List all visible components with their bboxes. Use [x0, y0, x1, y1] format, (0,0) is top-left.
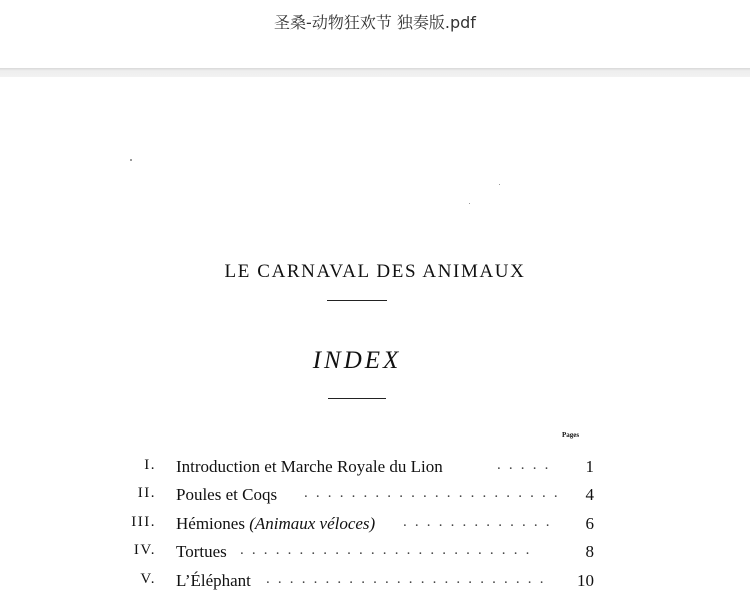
entry-title-text: Poules et Coqs: [176, 485, 278, 504]
index-entry: [0, 485, 750, 509]
entry-title-text: L’Éléphant: [176, 571, 251, 590]
index-entry: [0, 571, 750, 595]
entry-number: I.: [144, 457, 156, 473]
window-title: 圣桑-动物狂欢节 独奏版.pdf: [274, 13, 476, 32]
entry-subtitle: (Animaux véloces): [249, 514, 376, 533]
leader-dots: . . . . . . . . . . . . . . . . . . . . . .: [304, 485, 560, 501]
index-entry: [0, 542, 750, 566]
score-heading: LE CARNAVAL DES ANIMAUX: [224, 261, 526, 282]
entry-title: [176, 485, 277, 505]
scan-speck: [469, 203, 470, 204]
entry-title: [176, 457, 443, 477]
heading-rule: [327, 300, 387, 301]
entry-title-text: Tortues: [176, 542, 227, 561]
entry-page: 4: [585, 485, 594, 504]
entry-title: [176, 514, 375, 534]
leader-dots: . . . . . . . . . . . . .: [403, 514, 552, 530]
entry-page: 10: [577, 571, 594, 590]
entry-page: 8: [585, 542, 594, 561]
index-title: INDEX: [312, 347, 402, 374]
entry-number: V.: [140, 571, 156, 587]
entry-number: II.: [137, 485, 156, 501]
leader-dots: . . . . .: [497, 457, 551, 473]
scan-speck: [130, 159, 132, 161]
leader-dots: . . . . . . . . . . . . . . . . . . . . . . . .: [266, 571, 546, 587]
toolbar-separator: [0, 68, 750, 77]
entry-page: 6: [585, 514, 594, 533]
index-entry: [0, 457, 750, 481]
entry-number: IV.: [133, 542, 156, 558]
entry-title-text: Hémiones: [176, 514, 250, 533]
index-entry: [0, 514, 750, 538]
pages-column-label: Pages: [562, 431, 580, 439]
entry-title-text: Introduction et Marche Royale du Lion: [176, 457, 443, 476]
entry-number: III.: [131, 514, 156, 530]
title-bar: [0, 0, 750, 70]
entry-title: [176, 542, 227, 562]
scan-speck: [499, 184, 500, 185]
entry-title: [176, 571, 251, 591]
leader-dots: . . . . . . . . . . . . . . . . . . . . . . . . .: [240, 542, 532, 558]
entry-page: 1: [585, 457, 594, 476]
pdf-page[interactable]: [0, 77, 750, 590]
index-rule: [328, 398, 386, 399]
